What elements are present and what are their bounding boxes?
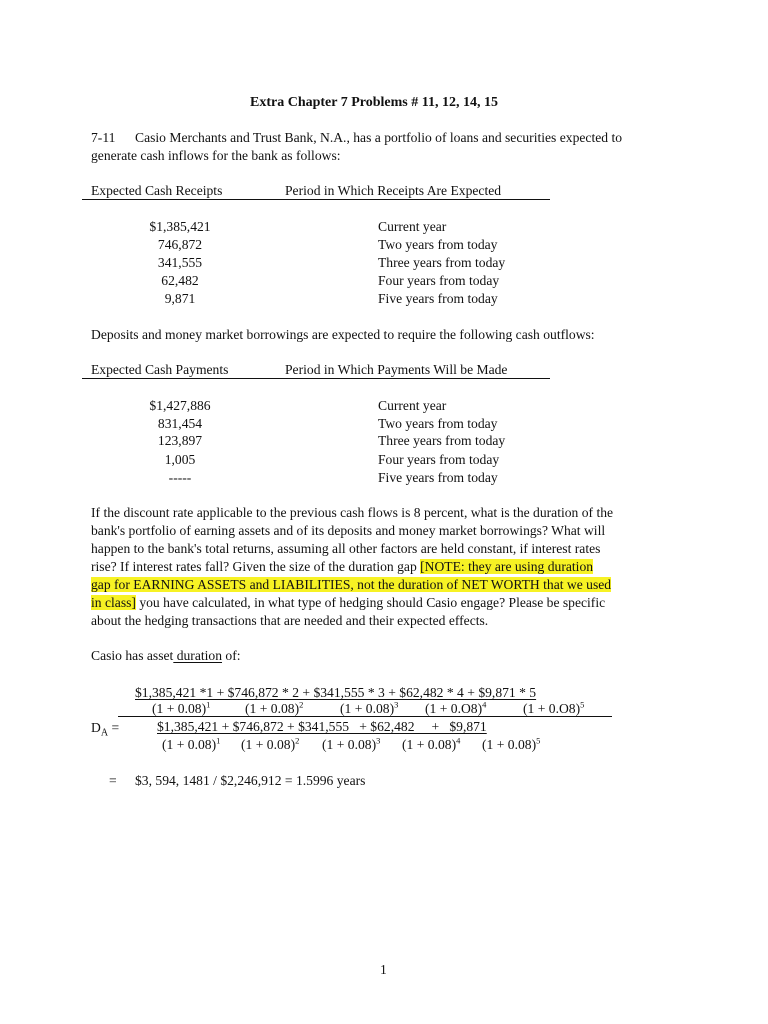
payment-amount: 831,454: [157, 416, 203, 431]
receipts-col-header-period: Period in Which Receipts Are Expected: [285, 183, 502, 198]
result-equals: =: [109, 773, 117, 788]
receipt-period: Four years from today: [378, 273, 500, 288]
receipt-amount: $1,385,421: [149, 219, 211, 234]
problem-number: 7-11: [91, 130, 116, 145]
formula-numerator-denominator: $(1 + 0.O8)^5$: [523, 699, 585, 716]
formula-denominator-denominator: $(1 + 0.08)^1$: [162, 735, 221, 752]
question-line: rise? If interest rates fall? Given the size of the duration gap [NOTE: they are using duration: [91, 559, 594, 574]
highlighted-note: [NOTE: they are using duration: [420, 559, 594, 574]
question-line: about the hedging transactions that are needed and their expected effects.: [91, 613, 489, 628]
payments-col-header-amount: Expected Cash Payments: [91, 362, 229, 377]
payments-header-rule: [82, 378, 550, 379]
receipt-amount: 746,872: [157, 237, 203, 252]
receipt-period: Three years from today: [378, 255, 506, 270]
payments-col-header-period: Period in Which Payments Will be Made: [285, 362, 508, 377]
formula-numerator-denominator: $(1 + 0.O8)^4$: [425, 699, 487, 716]
receipt-period: Five years from today: [378, 291, 498, 306]
formula-denominator-top: $1,385,421 + $746,872 + $341,555 + $62,482 + $9,871: [157, 719, 487, 734]
question-line: in class] you have calculated, in what type of hedging should Casio engage? Please be specific: [91, 595, 606, 610]
receipt-period: Two years from today: [378, 237, 498, 252]
duration-symbol: $D_A$ =: [91, 720, 120, 739]
receipt-amount: 9,871: [164, 291, 196, 306]
problem-text-line: generate cash inflows for the bank as follows:: [91, 148, 341, 163]
receipt-period: Current year: [378, 219, 447, 234]
formula-numerator-denominator: $(1 + 0.08)^1$: [152, 699, 211, 716]
main-fraction-bar: [118, 716, 612, 717]
formula-denominator-denominator: $(1 + 0.08)^4$: [402, 735, 461, 752]
answer-intro: Casio has asset duration of:: [91, 648, 241, 663]
formula-denominator-denominator: $(1 + 0.08)^3$: [322, 735, 381, 752]
receipts-col-header-amount: Expected Cash Receipts: [91, 183, 223, 198]
highlighted-note: gap for EARNING ASSETS and LIABILITIES, not the duration of NET WORTH that we used: [91, 577, 612, 592]
problem-text-line: Casio Merchants and Trust Bank, N.A., has a portfolio of loans and securities expected to: [135, 130, 623, 145]
payment-period: Four years from today: [378, 452, 500, 467]
payment-period: Two years from today: [378, 416, 498, 431]
question-line: If the discount rate applicable to the previous cash flows is 8 percent, what is the duration of the: [91, 505, 614, 520]
question-line: bank's portfolio of earning assets and of its deposits and money market borrowings? What will: [91, 523, 606, 538]
formula-numerator-denominator: $(1 + 0.08)^2$: [245, 699, 304, 716]
payment-amount: -----: [168, 470, 192, 485]
payment-period: Current year: [378, 398, 447, 413]
payment-amount: 123,897: [157, 433, 203, 448]
payment-period: Three years from today: [378, 433, 506, 448]
question-line: happen to the bank's total returns, assuming all other factors are held constant, if interest rates: [91, 541, 601, 556]
receipts-header-rule: [82, 199, 550, 200]
formula-numerator-denominator: $(1 + 0.08)^3$: [340, 699, 399, 716]
formula-denominator-denominator: $(1 + 0.08)^2$: [241, 735, 300, 752]
formula-numerator-top: $1,385,421 *1 + $746,872 * 2 + $341,555 * 3 + $62,482 * 4 + $9,871 * 5: [135, 685, 537, 700]
question-line: [91, 578, 611, 592]
page-title: Extra Chapter 7 Problems # 11, 12, 14, 15: [250, 95, 498, 110]
payment-amount: $1,427,886: [149, 398, 211, 413]
payment-amount: 1,005: [164, 452, 196, 467]
result-value: $3, 594, 1481 / $2,246,912 = 1.5996 years: [135, 773, 366, 788]
receipt-amount: 341,555: [157, 255, 203, 270]
deposits-text: Deposits and money market borrowings are expected to require the following cash outflows:: [91, 327, 595, 342]
receipt-amount: 62,482: [161, 273, 199, 288]
page-number: 1: [380, 962, 387, 977]
highlighted-note: in class]: [91, 595, 136, 610]
payment-period: Five years from today: [378, 470, 498, 485]
formula-denominator-denominator: $(1 + 0.08)^5$: [482, 735, 541, 752]
